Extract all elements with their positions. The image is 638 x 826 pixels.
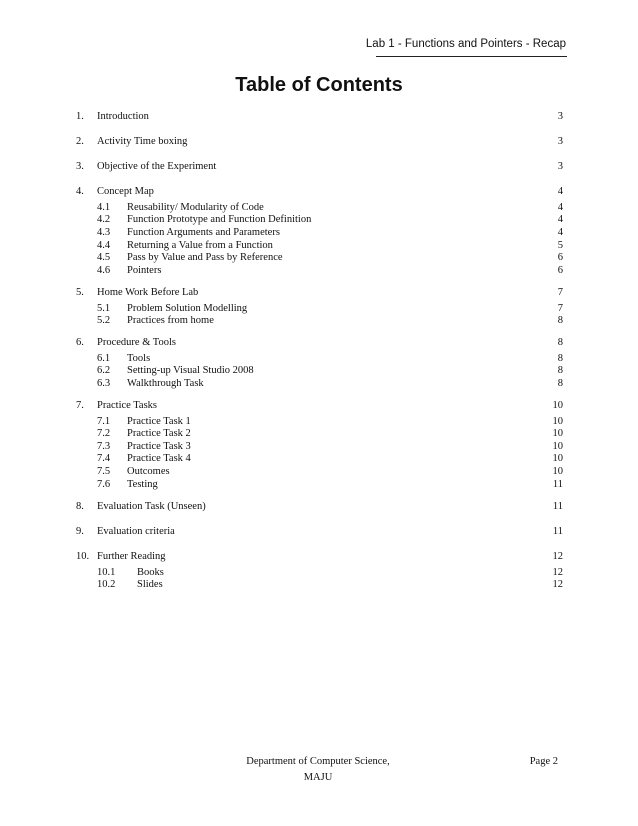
toc-entry-number: 4. — [76, 186, 84, 198]
toc-entry-page: 7 — [557, 286, 563, 298]
toc-entry-page: 3 — [557, 111, 563, 122]
toc-entry[interactable] — [0, 397, 638, 416]
toc-entry-label: Procedure & Tools — [97, 337, 176, 349]
toc-entry-page: 3 — [557, 161, 563, 173]
toc-entry-page: 8 — [557, 337, 563, 349]
toc-entry-label: Activity Time boxing — [97, 136, 188, 148]
toc-subentry-number: 7.4 — [97, 453, 111, 465]
toc-entry-number: 3. — [76, 161, 84, 173]
toc-section — [0, 158, 638, 177]
toc-entry-page: 12 — [552, 550, 563, 562]
toc-subentry-page: 10 — [552, 466, 563, 478]
toc-subentry-label: Practice Task 2 — [127, 428, 191, 440]
toc-entry[interactable] — [0, 548, 638, 567]
footer-page-number: Page 2 — [529, 756, 558, 767]
toc-entry-number: 1. — [76, 111, 84, 122]
toc-subentry-label: Function Arguments and Parameters — [127, 227, 280, 239]
toc-subentry-number: 6.2 — [97, 365, 111, 377]
toc-subentries — [0, 353, 638, 391]
toc-section — [0, 183, 638, 277]
toc-entry-label: Home Work Before Lab — [97, 286, 199, 298]
toc-entry-page: 4 — [557, 186, 563, 198]
toc-subentry-label: Returning a Value from a Function — [127, 239, 273, 251]
toc-entry-number: 10. — [76, 550, 90, 562]
toc-subentry[interactable] — [0, 441, 638, 454]
page-title: Table of Contents — [235, 74, 403, 96]
toc-subentry[interactable] — [0, 567, 638, 580]
toc-subentry-label: Setting-up Visual Studio 2008 — [127, 365, 254, 377]
toc-subentry[interactable] — [0, 428, 638, 441]
toc-subentry-label: Practice Task 1 — [127, 415, 191, 427]
toc-entry[interactable] — [0, 158, 638, 177]
toc-subentries — [0, 202, 638, 278]
toc-subentry-number: 10.2 — [97, 579, 116, 591]
toc-subentry[interactable] — [0, 479, 638, 492]
toc-section — [0, 397, 638, 491]
toc-subentry-number: 4.6 — [97, 264, 111, 276]
toc-subentry-page: 11 — [552, 478, 563, 490]
toc-entry[interactable] — [0, 133, 638, 152]
toc-subentry-page: 12 — [552, 579, 563, 591]
toc-section — [0, 284, 638, 328]
toc-subentry-page: 10 — [552, 428, 563, 440]
toc-subentry-page: 10 — [552, 440, 563, 452]
toc-section — [0, 334, 638, 390]
toc-subentry-number: 4.3 — [97, 227, 111, 239]
toc-entry-label: Concept Map — [97, 186, 154, 198]
toc-subentry[interactable] — [0, 353, 638, 366]
toc-subentry-label: Outcomes — [127, 466, 170, 478]
toc-subentry-number: 5.1 — [97, 302, 111, 314]
toc-subentry-page: 8 — [557, 315, 563, 327]
toc-subentry-number: 7.1 — [97, 415, 111, 427]
toc-subentry[interactable] — [0, 365, 638, 378]
toc-subentry[interactable] — [0, 579, 638, 592]
toc-subentry-number: 6.1 — [97, 352, 111, 364]
running-header: Lab 1 - Functions and Pointers - Recap — [365, 38, 566, 50]
toc-entry[interactable] — [0, 183, 638, 202]
toc-subentries — [0, 303, 638, 328]
toc-subentry-label: Walkthrough Task — [127, 378, 204, 389]
toc-subentry[interactable] — [0, 453, 638, 466]
toc-subentry[interactable] — [0, 315, 638, 328]
toc-subentry-page: 8 — [557, 365, 563, 377]
toc-subentry[interactable] — [0, 240, 638, 253]
toc-subentry-page: 8 — [557, 352, 563, 364]
toc-entry-label: Further Reading — [97, 550, 166, 562]
toc-entry-label: Practice Tasks — [97, 400, 158, 412]
toc-section — [0, 108, 638, 127]
toc-subentry[interactable] — [0, 265, 638, 278]
toc-subentry-page: 12 — [552, 566, 563, 578]
toc-subentry-page: 7 — [557, 302, 563, 314]
toc-entry[interactable] — [0, 284, 638, 303]
footer-department-line1: Department of Computer Science, — [246, 756, 390, 767]
toc-entry[interactable] — [0, 498, 638, 517]
toc-entry-page: 11 — [552, 500, 563, 512]
toc-subentry[interactable] — [0, 214, 638, 227]
toc-subentry-label: Practice Task 3 — [127, 440, 191, 452]
toc-subentry-page: 6 — [557, 264, 563, 276]
toc-section — [0, 498, 638, 517]
toc-subentry-label: Problem Solution Modelling — [127, 302, 248, 314]
toc-entry[interactable] — [0, 523, 638, 542]
toc-subentry-page: 4 — [557, 201, 563, 213]
toc-subentry-number: 4.2 — [97, 214, 111, 226]
toc-section — [0, 548, 638, 592]
toc-subentries — [0, 567, 638, 592]
footer-department — [240, 754, 396, 786]
toc-subentry-page: 5 — [557, 239, 563, 251]
toc-subentry-label: Practices from home — [127, 315, 214, 327]
toc-subentry-page: 4 — [557, 214, 563, 226]
toc-entry-label: Objective of the Experiment — [97, 161, 217, 173]
toc-entry-number: 2. — [76, 136, 84, 148]
toc-subentry-number: 4.4 — [97, 239, 111, 251]
toc-subentry-page: 4 — [557, 227, 563, 239]
toc-subentry-number: 6.3 — [97, 378, 111, 389]
toc-entry-number: 7. — [76, 400, 84, 412]
toc-entry[interactable] — [0, 108, 638, 127]
toc-subentry-label: Testing — [127, 478, 158, 490]
toc-subentry-number: 10.1 — [97, 566, 116, 578]
toc-subentry-label: Practice Task 4 — [127, 453, 191, 465]
toc-section — [0, 133, 638, 152]
toc-subentry-number: 7.6 — [97, 478, 111, 490]
toc-subentry-label: Slides — [137, 579, 163, 591]
toc-entry-page: 3 — [557, 136, 563, 148]
toc-subentry[interactable] — [0, 466, 638, 479]
toc-subentry-page: 10 — [552, 415, 563, 427]
toc-entry-label: Evaluation Task (Unseen) — [97, 500, 206, 512]
toc-subentry-number: 5.2 — [97, 315, 111, 327]
toc-subentry-label: Books — [137, 566, 164, 578]
toc-subentry-label: Pass by Value and Pass by Reference — [127, 252, 283, 264]
footer-department-line2: MAJU — [303, 772, 333, 783]
toc-subentry-number: 7.2 — [97, 428, 111, 440]
toc-subentry-label: Reusability/ Modularity of Code — [127, 201, 264, 213]
toc-section — [0, 523, 638, 542]
toc-subentry-number: 7.5 — [97, 466, 111, 478]
toc-subentry[interactable] — [0, 303, 638, 316]
toc-entry-label: Evaluation criteria — [97, 525, 175, 537]
toc-entry-number: 9. — [76, 525, 84, 537]
toc-subentry[interactable] — [0, 378, 638, 391]
toc-subentry-label: Function Prototype and Function Definition — [127, 214, 312, 226]
toc-subentry-number: 4.5 — [97, 252, 111, 264]
toc-subentry-page: 10 — [552, 453, 563, 465]
table-of-contents — [0, 108, 638, 598]
toc-entry-label: Introduction — [97, 111, 149, 122]
toc-entry-page: 11 — [552, 525, 563, 537]
toc-subentry-label: Tools — [127, 352, 151, 364]
toc-subentry-number: 4.1 — [97, 201, 111, 213]
toc-subentry-page: 6 — [557, 252, 563, 264]
toc-subentry-label: Pointers — [127, 264, 162, 276]
toc-subentries — [0, 416, 638, 492]
toc-subentry[interactable] — [0, 416, 638, 429]
toc-entry-number: 8. — [76, 500, 84, 512]
toc-subentry-number: 7.3 — [97, 440, 111, 452]
toc-entry-number: 5. — [76, 286, 84, 298]
header-rule — [376, 56, 567, 57]
toc-subentry[interactable] — [0, 202, 638, 215]
toc-subentry[interactable] — [0, 252, 638, 265]
toc-subentry-page: 8 — [557, 378, 563, 389]
toc-entry-number: 6. — [76, 337, 84, 349]
toc-entry-page: 10 — [552, 400, 563, 412]
toc-subentry[interactable] — [0, 227, 638, 240]
toc-entry[interactable] — [0, 334, 638, 353]
